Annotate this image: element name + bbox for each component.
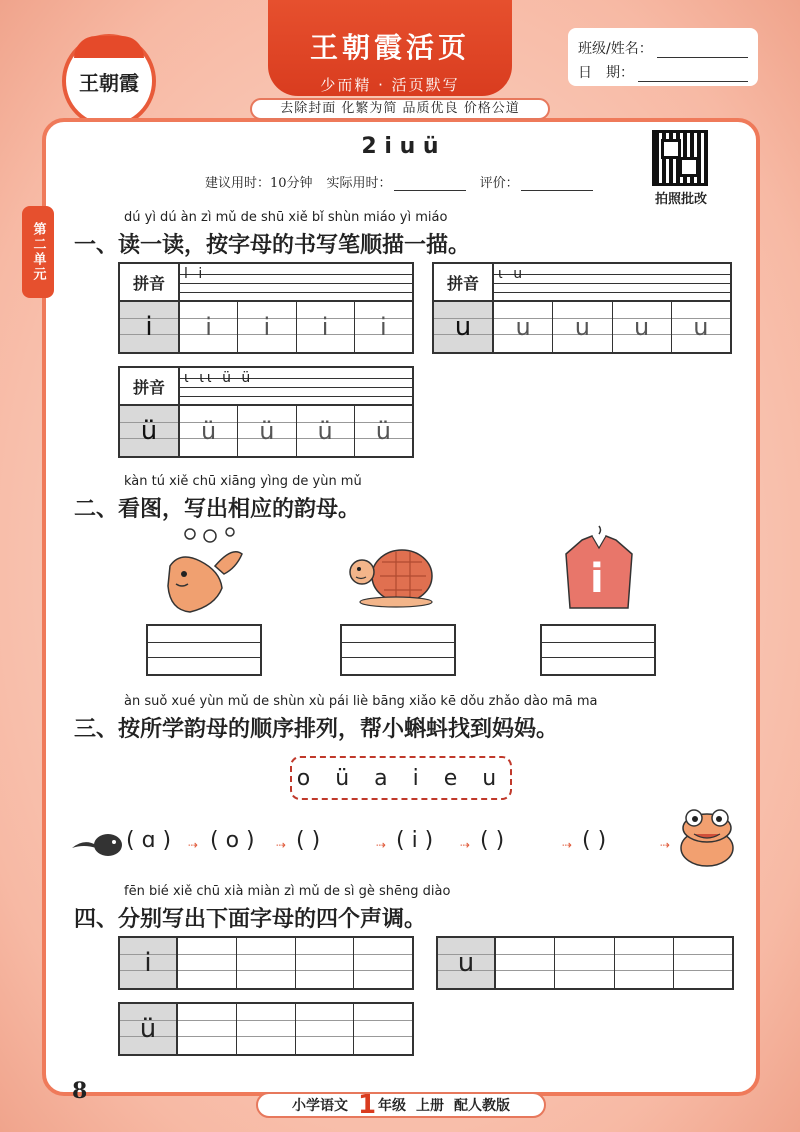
- vowel-letters-box: o ü a i e u: [290, 756, 512, 800]
- pinyin-label: 拼音: [434, 264, 494, 300]
- tone-cell[interactable]: [615, 938, 674, 988]
- tone-cell[interactable]: [496, 938, 555, 988]
- writing-table-v: [118, 366, 414, 458]
- section4-pinyin: fēn bié xiě chū xià miàn zì mǔ de sì gè shēng diào: [124, 884, 451, 899]
- arrow-icon: ⇢: [276, 838, 287, 852]
- model-letter-v: ü: [120, 406, 180, 456]
- sequence-slot-5-blank[interactable]: ( ): [480, 828, 505, 853]
- trace-cell[interactable]: i: [297, 302, 355, 352]
- banner-subtitle: 少而精 · 活页默写: [320, 76, 460, 94]
- suggested-time: 建议用时：10分钟: [205, 176, 313, 191]
- pinyin-label: 拼音: [120, 368, 180, 404]
- section2-title: 二、看图，写出相应的韵母。: [74, 497, 361, 522]
- answer-box-fish[interactable]: [146, 624, 262, 676]
- sequence-slot-6-blank[interactable]: ( ): [582, 828, 607, 853]
- trace-cell[interactable]: i: [238, 302, 296, 352]
- answer-box-turtle[interactable]: [340, 624, 456, 676]
- tone-grid-v: [118, 1002, 414, 1056]
- rating-blank[interactable]: [521, 177, 593, 191]
- banner-title: 王朝霞活页: [309, 31, 470, 64]
- section3-pinyin: àn suǒ xué yùn mǔ de shùn xù pái liè bāng xiǎo kē dǒu zhǎo dào mā ma: [124, 694, 598, 709]
- footer-bar: [256, 1092, 546, 1118]
- stroke-order-i: l i: [184, 266, 206, 282]
- fish-icon: [160, 526, 250, 618]
- section2-pinyin: kàn tú xiě chū xiāng yìng de yùn mǔ: [124, 474, 362, 489]
- tone-cell[interactable]: [296, 1004, 355, 1054]
- logo-ring: [74, 36, 144, 58]
- tone-cell[interactable]: [178, 1004, 237, 1054]
- shirt-letter: i: [590, 556, 604, 602]
- stroke-order-u: ι u: [498, 266, 526, 282]
- tone-cell[interactable]: [296, 938, 355, 988]
- header-banner: [268, 0, 512, 96]
- footer-subject: 小学语文: [291, 1098, 348, 1114]
- class-name-label: 班级/姓名：: [578, 41, 653, 57]
- tone-grid-i: [118, 936, 414, 990]
- tone-letter-u: u: [438, 938, 496, 988]
- actual-time-blank[interactable]: [394, 177, 466, 191]
- footer-volume: 上册: [416, 1098, 445, 1114]
- footer-grade: 年级: [378, 1098, 407, 1114]
- section3-title: 三、按所学韵母的顺序排列，帮小蝌蚪找到妈妈。: [74, 717, 559, 742]
- trace-cell[interactable]: ü: [297, 406, 355, 456]
- model-letter-u: u: [434, 302, 494, 352]
- date-row: [578, 58, 748, 82]
- footer-edition: 配人教版: [454, 1098, 511, 1114]
- time-row: [205, 172, 607, 191]
- date-label: 日 期：: [578, 65, 634, 81]
- tone-cell[interactable]: [178, 938, 237, 988]
- tone-cell[interactable]: [237, 1004, 296, 1054]
- arrow-icon: ⇢: [188, 838, 199, 852]
- stroke-order-v: ι ιι ü ü: [184, 370, 254, 386]
- arrow-icon: ⇢: [376, 838, 387, 852]
- lesson-title: 2 i u ü: [361, 134, 439, 159]
- class-name-row: [578, 34, 748, 58]
- trace-cell[interactable]: ü: [180, 406, 238, 456]
- class-name-blank[interactable]: [657, 42, 748, 58]
- logo-text: 王朝霞: [79, 70, 139, 95]
- section4-title: 四、分别写出下面字母的四个声调。: [74, 907, 427, 932]
- trace-cell[interactable]: u: [494, 302, 553, 352]
- pinyin-label: 拼音: [120, 264, 180, 300]
- tone-grid-u: [436, 936, 734, 990]
- slogan-bar: 去除封面 化繁为简 品质优良 价格公道: [250, 98, 550, 120]
- writing-table-i: [118, 262, 414, 354]
- writing-table-u: [432, 262, 732, 354]
- sequence-slot-1: ( ɑ ): [126, 828, 172, 853]
- turtle-icon: [346, 542, 440, 608]
- unit-tab: 第二单元: [22, 206, 54, 298]
- trace-cell[interactable]: u: [553, 302, 612, 352]
- qr-code-icon[interactable]: [652, 130, 708, 186]
- sequence-row: [70, 824, 750, 864]
- tone-cell[interactable]: [354, 938, 412, 988]
- footer-grade-number: 1: [357, 1090, 377, 1120]
- trace-cell[interactable]: u: [613, 302, 672, 352]
- actual-time-label: 实际用时：: [326, 176, 392, 191]
- trace-cell[interactable]: u: [672, 302, 730, 352]
- arrow-icon: ⇢: [562, 838, 573, 852]
- trace-cell[interactable]: i: [180, 302, 238, 352]
- section1-pinyin: dú yì dú àn zì mǔ de shū xiě bǐ shùn miáo yì miáo: [124, 210, 448, 225]
- qr-label: 拍照批改: [654, 192, 707, 207]
- tone-letter-i: i: [120, 938, 178, 988]
- brand-logo: [62, 34, 156, 128]
- tone-cell[interactable]: [237, 938, 296, 988]
- arrow-icon: ⇢: [460, 838, 471, 852]
- trace-cell[interactable]: ü: [238, 406, 296, 456]
- trace-cell[interactable]: i: [355, 302, 412, 352]
- tone-cell[interactable]: [354, 1004, 412, 1054]
- section1-title: 一、读一读，按字母的书写笔顺描一描。: [74, 233, 471, 258]
- rating-label: 评价：: [479, 176, 519, 191]
- sequence-slot-2: ( o ): [210, 828, 255, 853]
- tone-cell[interactable]: [674, 938, 732, 988]
- model-letter-i: i: [120, 302, 180, 352]
- tone-cell[interactable]: [555, 938, 614, 988]
- date-blank[interactable]: [638, 66, 748, 82]
- answer-box-shirt[interactable]: [540, 624, 656, 676]
- tone-letter-v: ü: [120, 1004, 178, 1054]
- trace-cell[interactable]: ü: [355, 406, 412, 456]
- arrow-icon: ⇢: [660, 838, 671, 852]
- sequence-slot-3-blank[interactable]: ( ): [296, 828, 321, 853]
- sequence-slot-4: ( i ): [396, 828, 434, 853]
- student-info-box: [568, 28, 758, 86]
- page-number: 8: [72, 1078, 88, 1104]
- frog-mother-icon: [672, 806, 742, 870]
